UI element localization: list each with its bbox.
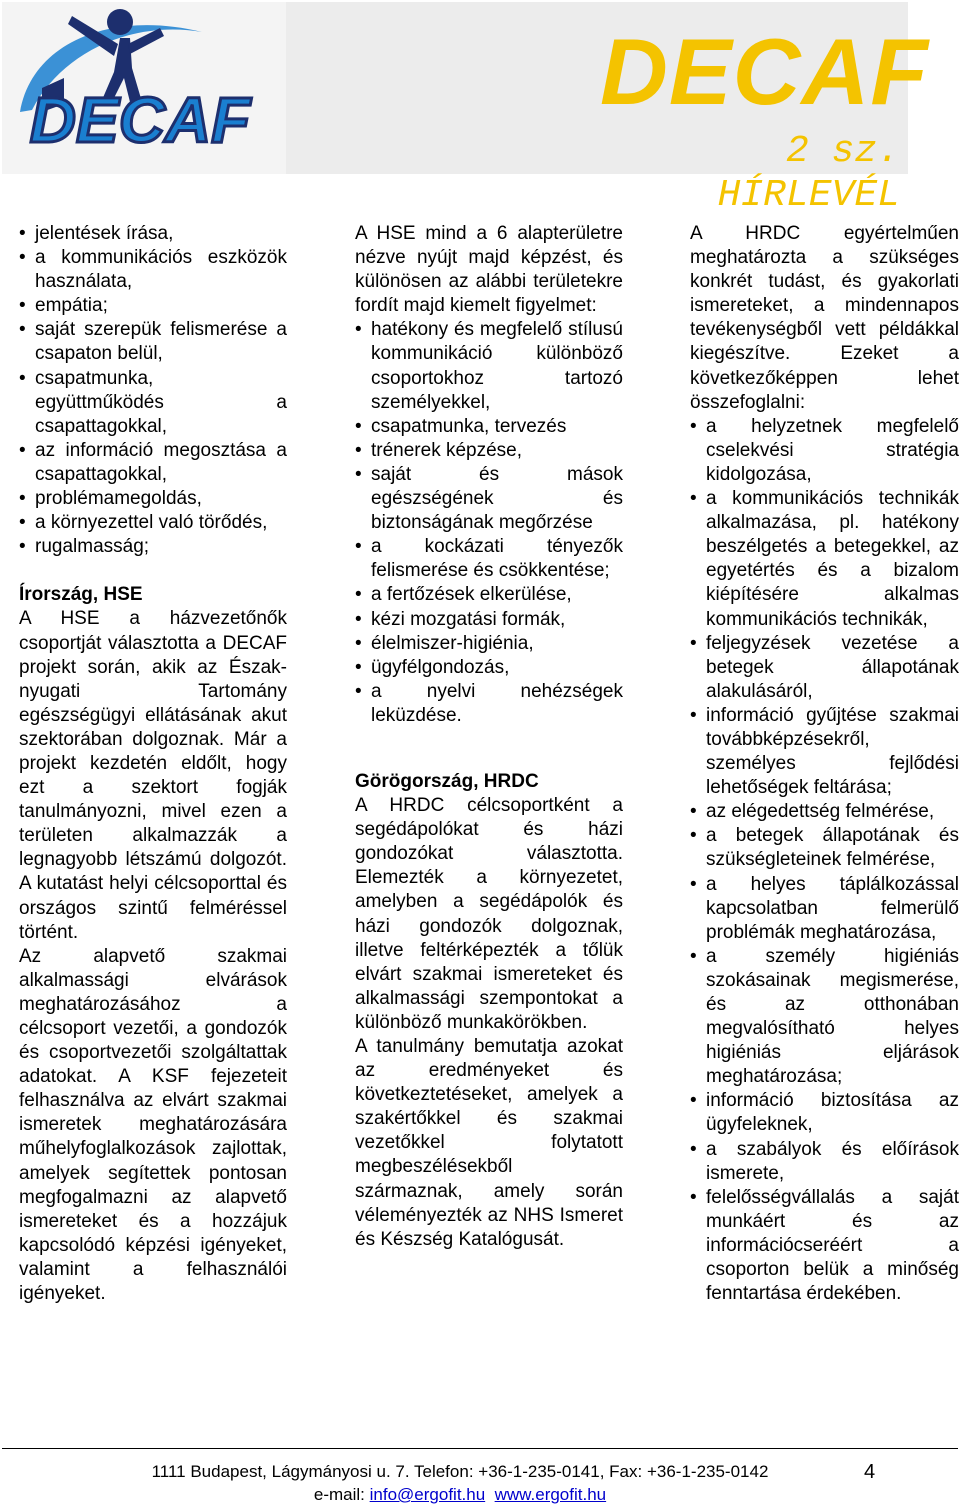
bullet-icon: • <box>355 584 362 606</box>
list-item: • információ gyűjtése szakmai továbbképzésekről, személyes fejlődési lehetőségek feltárása; <box>690 704 959 799</box>
list-item: • felelősségvállalás a saját munkáért és az információcseréért a csoporton belük a minőség fenntartása érdekében. <box>690 1186 959 1305</box>
list-item: • a helyes táplálkozással kapcsolatban felmerülő problémák meghatározása, <box>690 873 959 943</box>
list-item: • csapatmunka, együttműködés a csapattagokkal, <box>19 367 287 437</box>
list-item: • problémamegoldás, <box>19 487 287 511</box>
bullet-icon: • <box>355 415 362 437</box>
list-item: • csapatmunka, tervezés <box>355 415 623 439</box>
bullet-icon: • <box>19 512 26 534</box>
bullet-icon: • <box>690 704 697 726</box>
list-item: • rugalmasság; <box>19 535 287 559</box>
brand-title: DECAF <box>600 19 929 124</box>
competency-list <box>690 415 959 1306</box>
bullet-icon: • <box>690 1090 697 1112</box>
list-item: • a kommunikációs technikák alkalmazása, pl. hatékony beszélgetés a betegekkel, az egyetértés és a bizalom kiépítésére alkalmas kommunikációs technikák, <box>690 488 959 630</box>
list-item: • a nyelvi nehézségek leküzdése. <box>355 680 623 726</box>
bullet-icon: • <box>19 439 26 461</box>
bullet-icon: • <box>355 680 362 702</box>
column-3 <box>690 222 959 1306</box>
list-item: • a szabályok és előírások ismerete, <box>690 1138 959 1184</box>
list-item: • jelentések írása, <box>19 222 287 246</box>
spacer <box>355 728 623 770</box>
bullet-icon: • <box>690 632 697 654</box>
list-item: • az elégedettség felmérése, <box>690 800 959 824</box>
email-link[interactable]: info@ergofit.hu <box>369 1485 486 1504</box>
list-item: • kézi mozgatási formák, <box>355 608 623 632</box>
footer-contact <box>150 1485 770 1505</box>
page-number: 4 <box>864 1461 876 1483</box>
spacer <box>19 559 287 583</box>
training-areas-list <box>355 318 623 728</box>
list-item: • ügyfélgondozás, <box>355 656 623 680</box>
paragraph: A HRDC célcsoportként a segédápolókat és házi gondozókat választotta. Elemezték a környezetet, amelyben a segédápolók és házi gondozók dolgoznak, illetve feltérképezték a tőlük elvárt szakmai ismereteket és alkalmassági szempontokat a különböző munkakörökben. <box>355 795 623 1033</box>
list-item: • hatékony és megfelelő stílusú kommunikáció különböző csoportokhoz tartozó személyekkel, <box>355 319 623 413</box>
bullet-icon: • <box>690 1138 697 1160</box>
bullet-icon: • <box>690 801 697 823</box>
svg-text:DECAF: DECAF <box>29 84 251 156</box>
paragraph: A tanulmány bemutatja azokat az eredményeket és következtetéseket, amelyek a szakértőkkel és szakmai vezetőkkel folytatott megbeszélésekből származnak, amely során véleményezték az NHS Ismeret és Készség Katalógusát. <box>355 1036 623 1250</box>
email-label: e-mail: <box>313 1485 365 1504</box>
list-item: • információ biztosítása az ügyfeleknek, <box>690 1090 959 1136</box>
list-item: • a helyzetnek megfelelő cselekvési stratégia kidolgozása, <box>690 415 959 485</box>
bullet-icon: • <box>690 873 697 895</box>
paragraph: A HSE a házvezetőnők csoportját választotta a DECAF projekt során, akik az Észak-nyugati Tartomány egészségügyi ellátásának akut szektorában dolgoznak. Már a projekt kezdetén eldőlt, hogy ezt a szektort fogják tanulmányozni, mivel ezen a területen alkalmazzák a legnagyobb létszámú dolgozót. A kutatást helyi célcsoporttal és országos szintű felméréssel történt. <box>19 608 287 943</box>
bullet-icon: • <box>690 488 697 510</box>
column-2 <box>355 222 623 1252</box>
list-item: • a kommunikációs eszközök használata, <box>19 247 287 293</box>
bullet-icon: • <box>355 463 362 485</box>
skills-list <box>19 222 287 559</box>
list-item: • a kockázati tényezők felismerése és csökkentése; <box>355 536 623 582</box>
list-item: • a betegek állapotának és szükségleteinek felmérése, <box>690 825 959 871</box>
bullet-icon: • <box>19 367 26 389</box>
list-item: • feljegyzések vezetése a betegek állapotának alakulásáról, <box>690 632 959 702</box>
paragraph: A HRDC egyértelműen meghatározta a szükséges konkrét tudást, és gyakorlati ismereteket, a mindennapos tevékenységből vett példákkal kiegészítve. Ezeket a következőképpen lehet összefoglalni: <box>690 223 959 413</box>
list-item: • a fertőzések elkerülése, <box>355 583 623 607</box>
brand-subtitle: 2 sz. HÍRLEVÉL <box>717 130 900 217</box>
column-1 <box>19 222 287 1306</box>
decaf-logo <box>2 2 286 174</box>
list-item: • trénerek képzése, <box>355 439 623 463</box>
bullet-icon: • <box>19 319 26 341</box>
bullet-icon: • <box>19 223 26 244</box>
list-item: • empátia; <box>19 294 287 318</box>
footer-address: 1111 Budapest, Lágymányosi u. 7. Telefon: +36-1-235-0141, Fax: +36-1-235-0142 <box>151 1462 769 1481</box>
bullet-icon: • <box>355 632 362 654</box>
bullet-icon: • <box>355 439 362 461</box>
bullet-icon: • <box>690 415 697 437</box>
bullet-icon: • <box>690 825 697 847</box>
list-item: • élelmiszer-higiénia, <box>355 632 623 656</box>
paragraph: Az alapvető szakmai alkalmassági elvárások meghatározásához a célcsoport vezetői, a gondozók és csoportvezetői szolgáltattak adatokat. A KSF fejezeteit felhasználva az elvárt szakmai ismeretek meghatározására műhelyfoglalkozások zajlottak, amelyek segítettek pontosan megfogalmazni az alapvető ismereteket és a hozzájuk kapcsolódó képzési igényeket, valamint a felhasználói igényeket. <box>19 945 287 1305</box>
section-heading-ireland: Írország, HSE <box>19 584 143 606</box>
list-item: • a személy higiéniás szokásainak megismerése, és az otthonában megvalósítható helyes higiéniás eljárások meghatározása; <box>690 945 959 1088</box>
list-item: • a környezettel való törődés, <box>19 511 287 535</box>
paragraph: A HSE mind a 6 alapterületre nézve nyújt majd képzést, és különösen az alábbi területekre fordít majd kiemelt figyelmet: <box>355 223 623 317</box>
bullet-icon: • <box>355 536 362 558</box>
bullet-icon: • <box>19 247 26 269</box>
bullet-icon: • <box>19 295 26 317</box>
bullet-icon: • <box>355 319 362 341</box>
bullet-icon: • <box>19 536 26 558</box>
bullet-icon: • <box>19 488 26 510</box>
list-item: • az információ megosztása a csapattagokkal, <box>19 439 287 485</box>
newsletter-header <box>2 2 929 217</box>
bullet-icon: • <box>355 608 362 630</box>
decaf-logo-icon <box>2 2 286 174</box>
bullet-icon: • <box>690 1186 697 1208</box>
footer-divider <box>2 1448 958 1449</box>
list-item: • saját és mások egészségének és biztonságának megőrzése <box>355 463 623 534</box>
section-heading-greece: Görögország, HRDC <box>355 770 539 792</box>
bullet-icon: • <box>355 656 362 678</box>
website-link[interactable]: www.ergofit.hu <box>494 1485 607 1504</box>
list-item: • saját szerepük felismerése a csapaton belül, <box>19 319 287 365</box>
bullet-icon: • <box>690 945 697 967</box>
